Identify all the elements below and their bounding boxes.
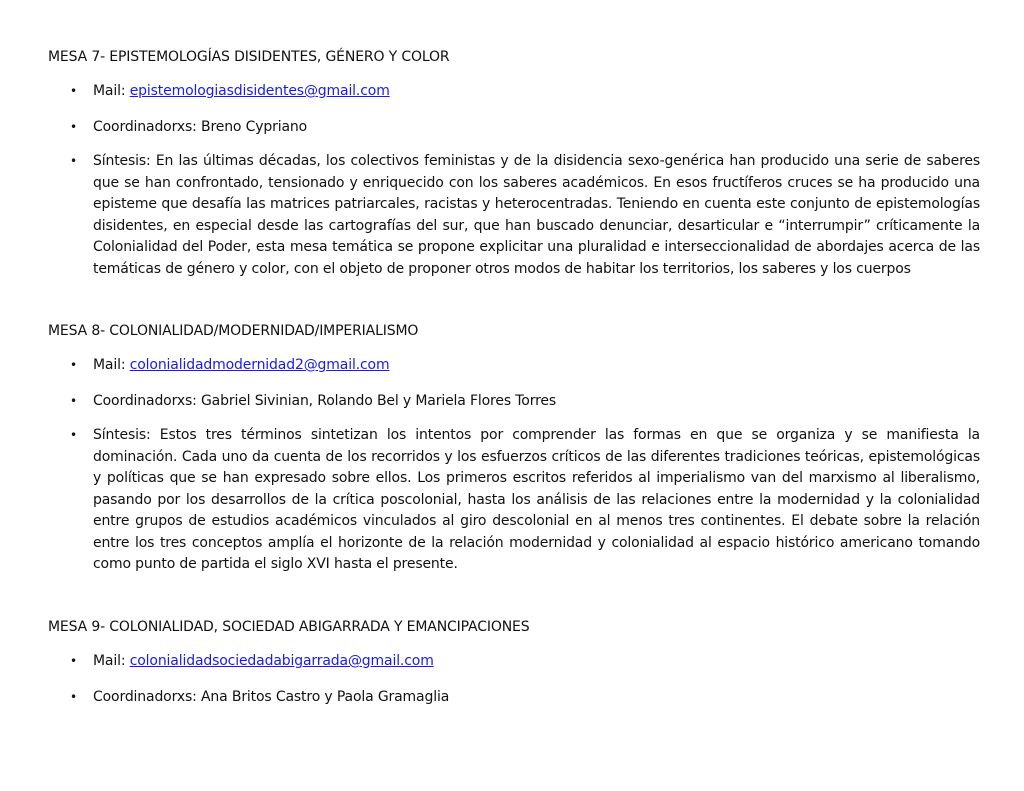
mesa-8-mail-item (48, 355, 980, 377)
mesa-8-synthesis: Estos tres términos sintetizan los intentos por comprender las formas en que se organiza y se manifiesta la dominación. Cada uno da cuenta de los recorridos y los esfuerzos críticos de las diferentes tradiciones teóricas, epistemológicas y políticas que se han expresado sobre ellos. Los primeros escritos referidos al imperialismo van del marxismo al liberalismo, pasando por los desarrollos de la crítica poscolonial, hasta los análisis de las relaciones entre la modernidad y la colonialidad entre grupos de estudios académicos vinculados al giro descolonial en al menos tres continentes. El debate sobre la relación entre los tres conceptos amplía el horizonte de la relación modernidad y colonialidad al espacio histórico americano tomando como punto de partida el siglo XVI hasta el presente. (93, 427, 980, 572)
mesa-7-coordinators: Breno Cypriano (200, 118, 308, 135)
bullet-icon: • (70, 119, 77, 134)
mesa-7-mail-item (48, 81, 980, 103)
bullet-icon: • (70, 393, 77, 408)
mesa-8-mail-link[interactable]: colonialidadmodernidad2@gmail.com (129, 357, 390, 373)
bullet-icon: • (70, 428, 77, 442)
mail-label: Mail: (93, 357, 130, 373)
mesa-7-coordinators-item (48, 117, 980, 139)
bullet-icon: • (70, 154, 77, 168)
bullet-icon: • (70, 84, 77, 98)
bullet-icon: • (70, 654, 77, 668)
coordinators-label: Coordinadorxs: (93, 118, 201, 135)
mail-label: Mail: (93, 83, 130, 99)
mesa-9-title: MESA 9- COLONIALIDAD, SOCIEDAD ABIGARRADA Y EMANCIPACIONES (48, 619, 530, 635)
coordinators-label: Coordinadorxs: (93, 392, 201, 409)
mesa-9-mail-item (48, 651, 980, 673)
mesa-7-mail-link[interactable]: epistemologiasdisidentes@gmail.com (129, 83, 390, 99)
mesa-7-synthesis: En las últimas décadas, los colectivos feministas y de la disidencia sexo-genérica han producido una serie de saberes que se han confrontado, tensionado y enriquecido con los saberes académicos. En esos fructíferos cruces se ha producido una episteme que desafía las matrices patriarcales, racistas y heterocentradas. Teniendo en cuenta este conjunto de epistemologías disidentes, en especial desde las cartografías del sur, que han buscado denunciar, desarticular e “interrumpir” críticamente la Colonialidad del Poder, esta mesa temática se propone explicitar una pluralidad e interseccionalidad de abordajes acerca de las temáticas de género y color, con el objeto de proponer otros modos de habitar los territorios, los saberes y los cuerpos (93, 153, 980, 277)
synthesis-label: Síntesis: (93, 153, 156, 169)
mesa-9-section (48, 617, 980, 708)
synthesis-label: Síntesis: (93, 427, 160, 443)
mesa-7-title: MESA 7- EPISTEMOLOGÍAS DISIDENTES, GÉNERO Y COLOR (48, 49, 450, 65)
mesa-7-synthesis-item (48, 151, 980, 280)
mesa-9-mail-link[interactable]: colonialidadsociedadabigarrada@gmail.com (129, 653, 434, 669)
mesa-8-section (48, 321, 980, 576)
mail-label: Mail: (93, 653, 130, 669)
bullet-icon: • (70, 358, 77, 372)
mesa-8-synthesis-item (48, 425, 980, 576)
mesa-8-title: MESA 8- COLONIALIDAD/MODERNIDAD/IMPERIALISMO (48, 323, 419, 339)
mesa-9-coordinators: Ana Britos Castro y Paola Gramaglia (200, 688, 450, 705)
mesa-7-section (48, 47, 980, 280)
mesa-8-coordinators: Gabriel Sivinian, Rolando Bel y Mariela Flores Torres (200, 392, 556, 409)
mesa-8-coordinators-item (48, 391, 980, 413)
mesa-9-coordinators-item (48, 687, 980, 709)
bullet-icon: • (70, 689, 77, 704)
coordinators-label: Coordinadorxs: (93, 688, 201, 705)
